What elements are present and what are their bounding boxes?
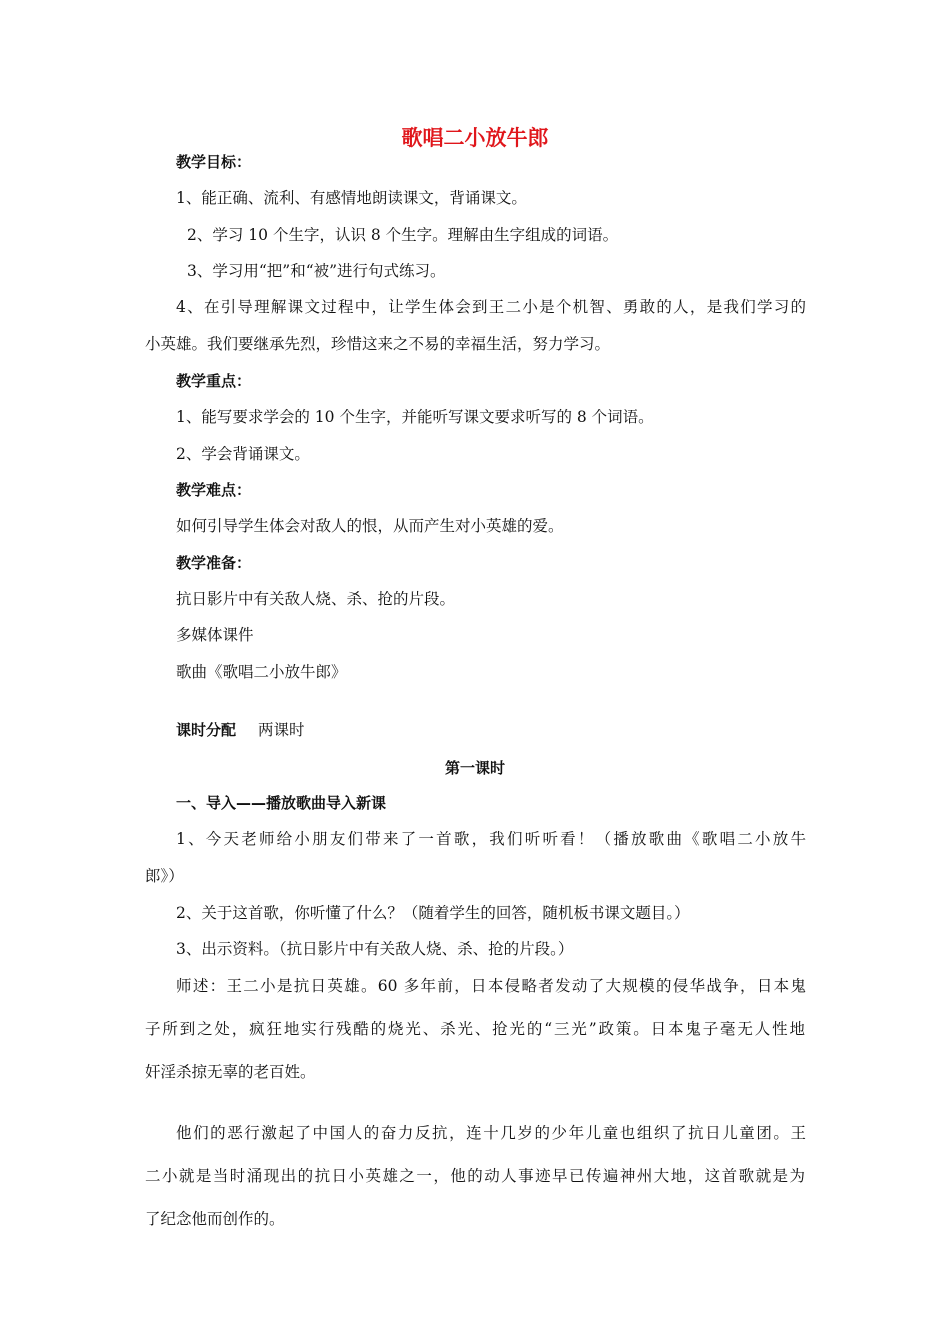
narration-1-line-3: 奸淫杀掠无辜的老百姓。 bbox=[145, 1063, 316, 1081]
key-points-heading: 教学重点： bbox=[176, 372, 252, 390]
objective-4-line-1: 4、在引导理解课文过程中，让学生体会到王二小是个机智、勇敢的人，是我们学习的 bbox=[176, 298, 806, 316]
step-2: 2、关于这首歌，你听懂了什么？（随着学生的回答，随机板书课文题目。） bbox=[176, 904, 690, 922]
schedule-label: 课时分配 bbox=[176, 721, 237, 739]
difficulty-heading: 教学难点： bbox=[176, 481, 252, 499]
preparation-2: 多媒体课件 bbox=[176, 626, 254, 644]
schedule-value: 两课时 bbox=[258, 721, 305, 739]
difficulty-text: 如何引导学生体会对敌人的恨，从而产生对小英雄的爱。 bbox=[176, 517, 564, 535]
narration-2-line-2: 二小就是当时涌现出的抗日小英雄之一，他的动人事迹早已传遍神州大地，这首歌就是为 bbox=[145, 1167, 805, 1185]
lesson-1-heading: 第一课时 bbox=[444, 759, 505, 777]
narration-2-line-1: 他们的恶行激起了中国人的奋力反抗，连十几岁的少年儿童也组织了抗日儿童团。王 bbox=[176, 1124, 806, 1142]
document-title: 歌唱二小放牛郎 bbox=[401, 126, 549, 150]
step-1-line-1: 1、今天老师给小朋友们带来了一首歌，我们听听看！（播放歌曲《歌唱二小放牛 bbox=[176, 830, 806, 848]
narration-2-line-3: 了纪念他而创作的。 bbox=[145, 1210, 285, 1228]
objective-1: 1、能正确、流利、有感情地朗读课文，背诵课文。 bbox=[176, 189, 527, 207]
preparation-3: 歌曲《歌唱二小放牛郎》 bbox=[176, 663, 347, 681]
objective-3: 3、学习用“把”和“被”进行句式练习。 bbox=[187, 262, 446, 280]
key-point-2: 2、学会背诵课文。 bbox=[176, 445, 310, 463]
key-point-1: 1、能写要求学会的 10 个生字，并能听写课文要求听写的 8 个词语。 bbox=[176, 408, 654, 426]
schedule-row bbox=[176, 719, 305, 741]
preparation-heading: 教学准备： bbox=[176, 554, 252, 572]
objective-2: 2、学习 10 个生字，认识 8 个生字。理解由生字组成的词语。 bbox=[187, 226, 619, 244]
step-1-line-2: 郎》） bbox=[145, 867, 184, 885]
narration-1-line-1: 师述：王二小是抗日英雄。60 多年前，日本侵略者发动了大规模的侵华战争，日本鬼 bbox=[176, 977, 806, 995]
objectives-heading: 教学目标： bbox=[176, 153, 252, 171]
objective-4-line-2: 小英雄。我们要继承先烈，珍惜这来之不易的幸福生活，努力学习。 bbox=[145, 335, 611, 353]
preparation-1: 抗日影片中有关敌人烧、杀、抢的片段。 bbox=[176, 590, 456, 608]
step-3: 3、出示资料。（抗日影片中有关敌人烧、杀、抢的片段。） bbox=[176, 940, 574, 958]
narration-1-line-2: 子所到之处，疯狂地实行残酷的烧光、杀光、抢光的“三光”政策。日本鬼子毫无人性地 bbox=[145, 1020, 805, 1038]
section-1-heading: 一、导入——播放歌曲导入新课 bbox=[176, 794, 387, 812]
